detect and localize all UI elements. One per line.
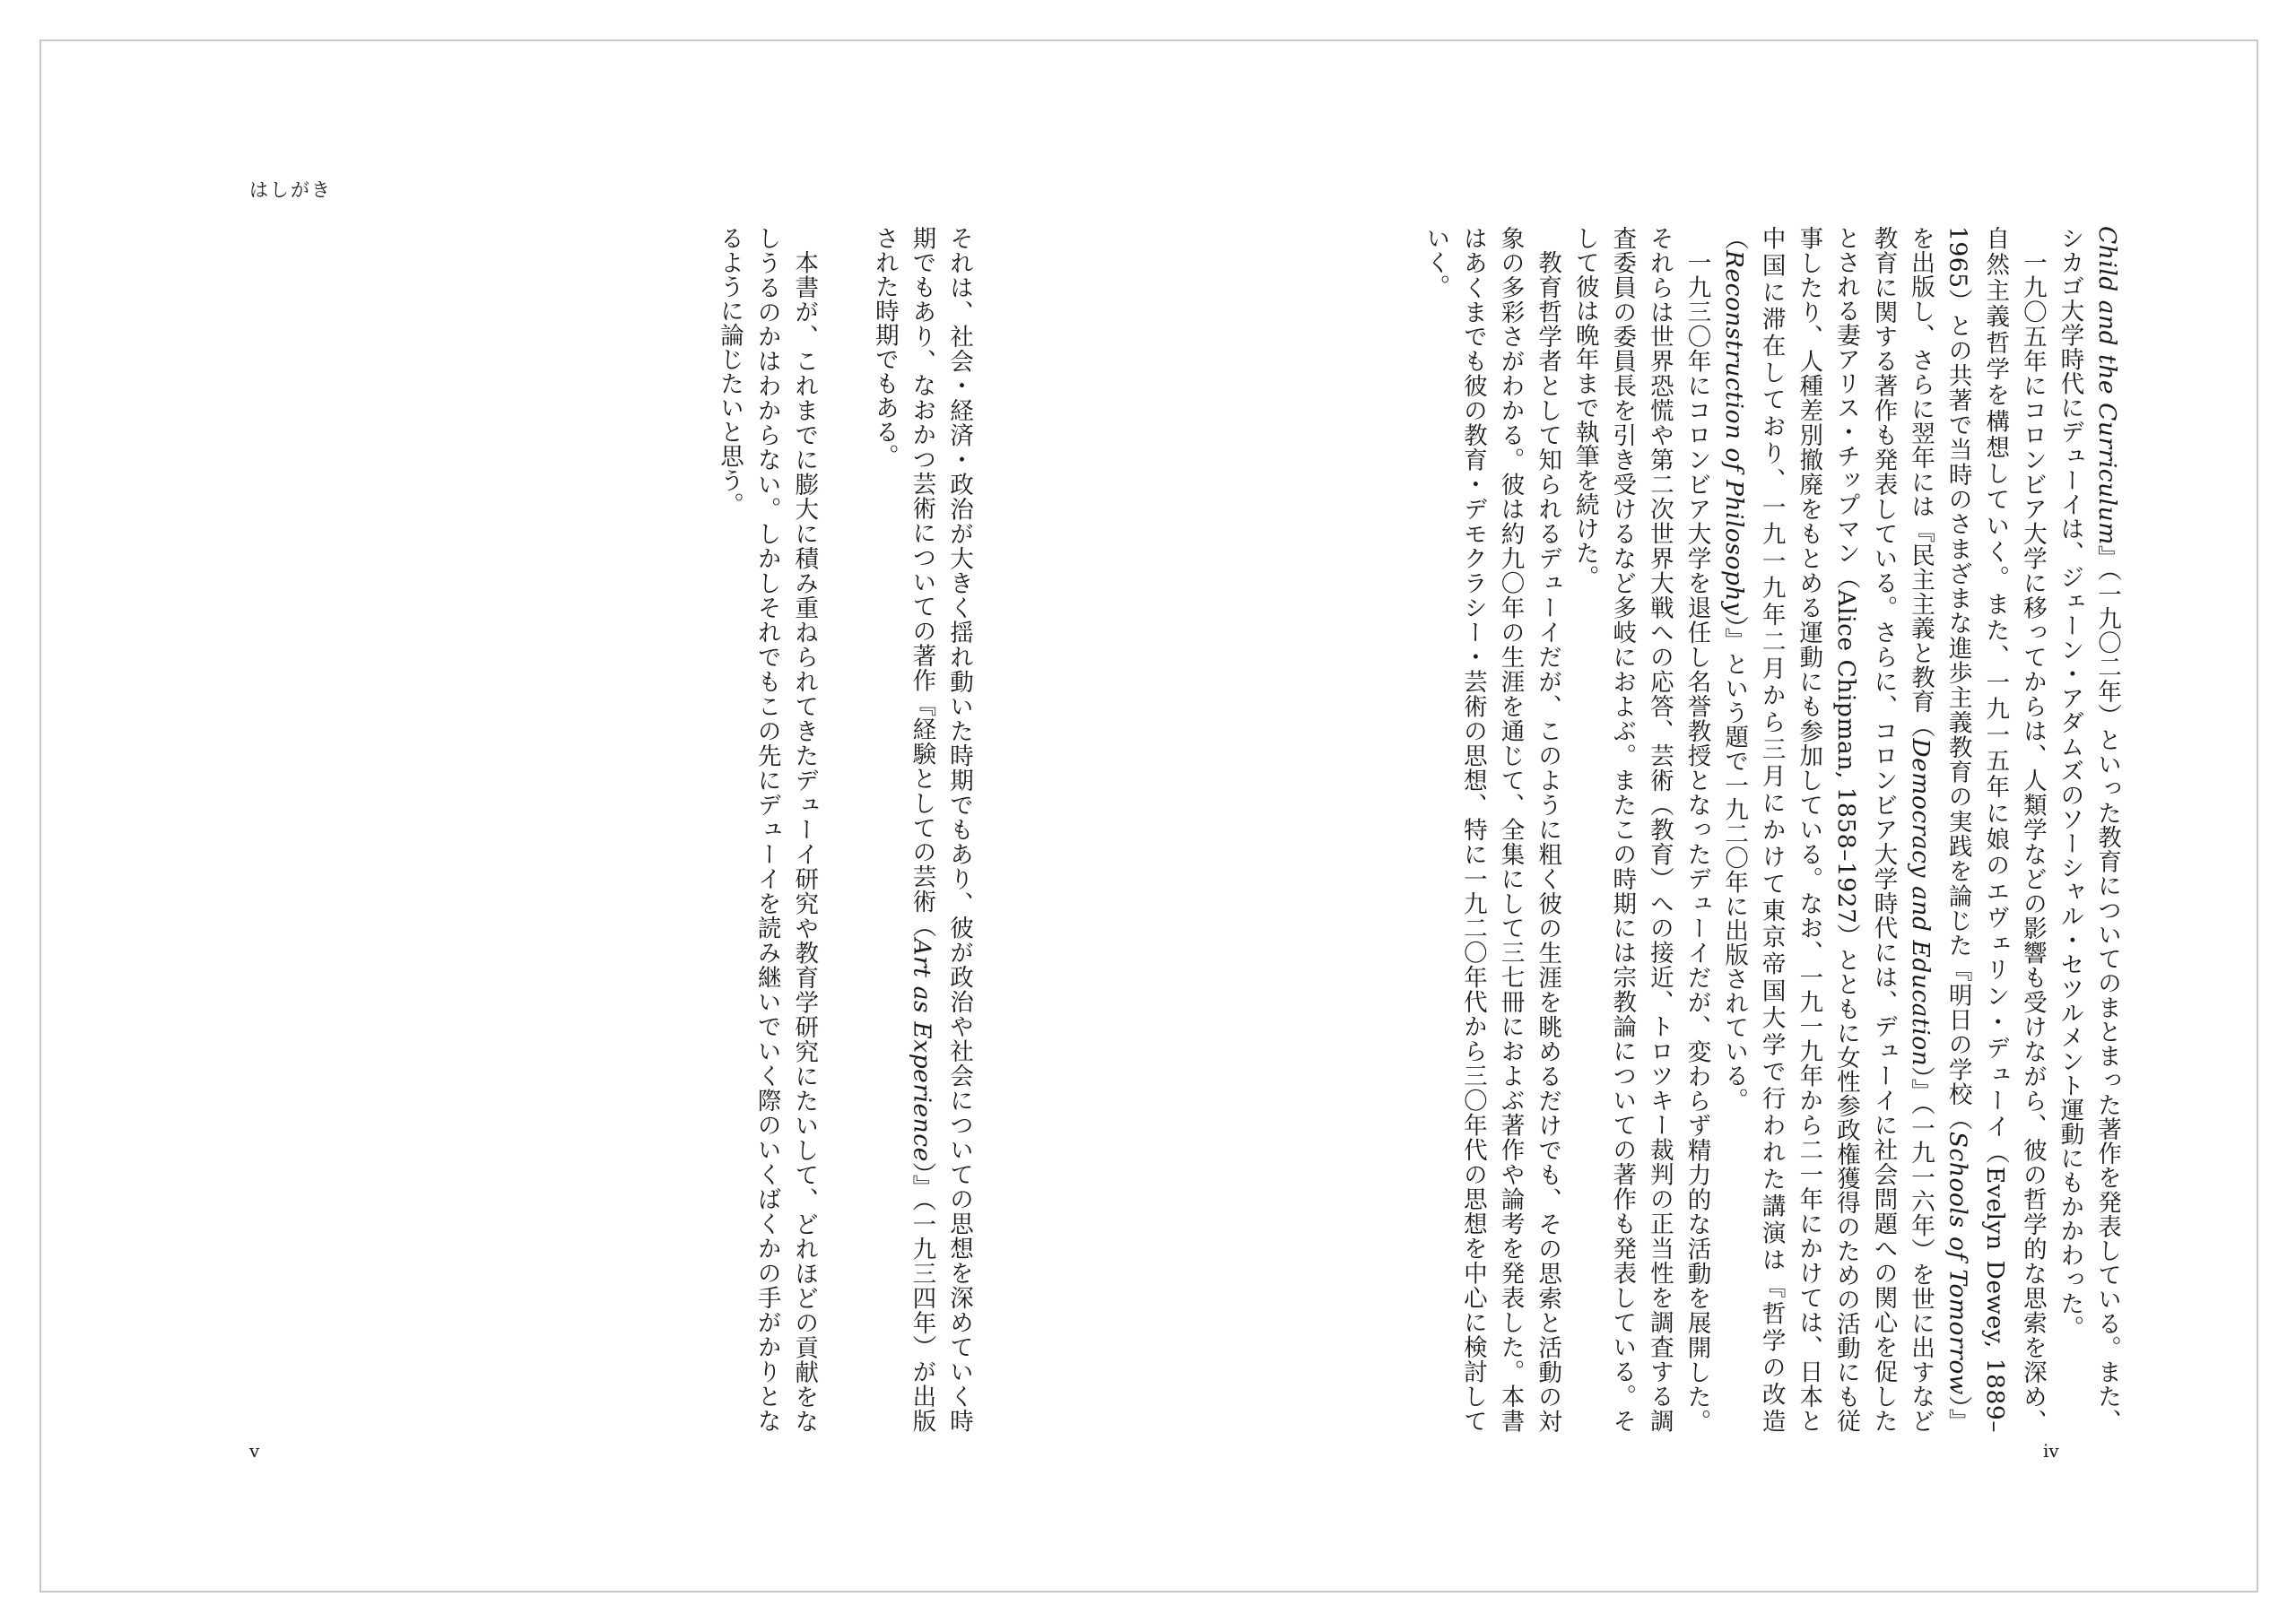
paragraph — [865, 226, 978, 1433]
text-run: それは、社会・経済・政治が大きく揺れ動いた時期でもあり、彼が政治や社会についての思想を深めていく時期でもあり、なおかつ芸術についての著作『経験としての芸術（ — [908, 226, 973, 1433]
text-run: 教育哲学者として知られるデューイだが、このように粗く彼の生涯を眺めるだけでも、その思索と活動の対象の多彩さがわかる。彼は約九〇年の生涯を通じて、全集にして三七冊におよぶ著作や論考を発表した。本書はあくまでも彼の教育・デモクラシー・芸術の思想、特に一九二〇年代から三〇年代の思想を中心に検討していく。 — [1422, 226, 1562, 1434]
text-run: ）』を出版し、さらに翌年には『民主主義と教育（ — [1907, 226, 1972, 1434]
text-run: 本書が、これまでに膨大に積み重ねられてきたデューイ研究や教育学研究にたいして、どれほどの貢献をなしうるのかはわからない。しかしそれでもこの先にデューイを読み継いでいく際のいくばくかの手がかりとなるように論じたいと思う。 — [716, 226, 819, 1433]
paragraph — [710, 226, 822, 1433]
paragraph — [1566, 226, 1715, 1433]
foreign-title: Child and the Curriculum — [2093, 226, 2121, 545]
text-run: ）』（一九一六年）を世に出すなど教育に関する著作も発表している。さらに、コロンビア大学時代には、デューイに社会問題への関心を促したとされる妻アリス・チップマン（Alice Chipman, 1858–1927）とともに女性参政権獲得のための活動にも従事したり、人種差別撤廃をもとめる運動にも参加している。なお、一九一九年から二一年にかけては、日本と中国に滞在しており、一九一九年二月から三月にかけて東京帝国大学で行われた講演は『哲学の改造（ — [1720, 226, 1935, 1434]
text-run: 一九三〇年にコロンビア大学を退任し名誉教授となったデューイだが、変わらず精力的な活動を展開した。それらは世界恐慌や第二次世界大戦への応答、芸術（教育）への接近、トロツキー裁判の正当性を調査する調査委員の委員長を引き受けるなど多岐におよぶ。またこの時期には宗教論についての著作も発表している。そして彼は晩年まで執筆を続けた。 — [1570, 226, 1711, 1433]
text-run: ）』という題で一九二〇年に出版されている。 — [1720, 615, 1749, 1113]
text-run: 』（一九〇二年）といった教育についてのまとまった著作を発表している。また、シカゴ大学時代にデューイは、ジェーン・アダムズのソーシャル・セツルメント運動にもかかわった。 — [2056, 226, 2121, 1434]
paragraph — [1417, 226, 1566, 1433]
foreign-title: Art as Experience — [908, 938, 936, 1162]
running-head: はしがき — [249, 179, 332, 201]
page-v-body — [682, 226, 978, 1433]
page-iv-body — [1422, 226, 2126, 1434]
paragraph — [2051, 226, 2126, 1433]
folio-page-v: v — [249, 1440, 260, 1462]
foreign-title: Reconstruction of Philosophy — [1720, 250, 1749, 616]
foreign-title: Schools of Tomorrow — [1944, 1131, 1972, 1395]
folio-page-iv: iv — [2043, 1440, 2059, 1462]
text-run: ）』（一九三四年）が出版された時期でもある。 — [870, 226, 936, 1434]
foreign-title: Democracy and Education — [1907, 738, 1935, 1067]
paragraph — [1715, 226, 2050, 1433]
text-run: 一九〇五年にコロンビア大学に移ってからは、人類学などの影響も受けながら、彼の哲学的な思索を深め、自然主義哲学を構想していく。また、一九一五年に娘のエヴェリン・デューイ（Evelyn Dewey, 1889–1965）との共著で当時のさまざまな進歩主義教育の実践を論じた『明日の学校（ — [1944, 226, 2047, 1433]
